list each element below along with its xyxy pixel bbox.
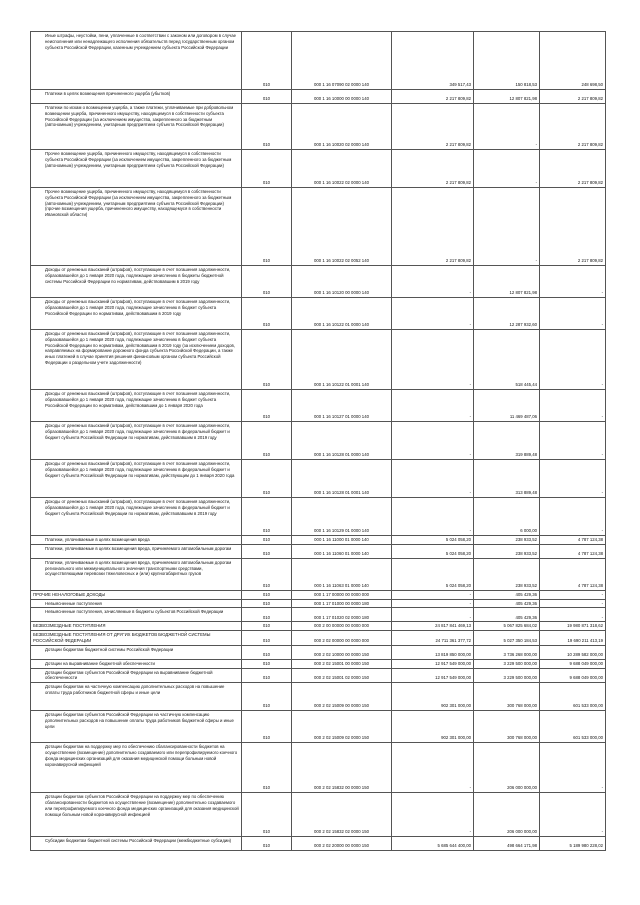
row-approved-value: - [392,330,474,390]
row-executed-value: 405 429,36 [474,599,540,608]
table-row [31,536,606,545]
table-row [31,390,606,422]
row-name: БЕЗВОЗМЕЗДНЫЕ ПОСТУПЛЕНИЯ [31,622,242,631]
row-unexecuted-value: 5 189 980 228,02 [540,837,606,851]
row-code: 010 [242,32,292,90]
row-name: Дотации бюджетам бюджетной системы Российской Федерации [31,645,242,659]
row-code: 010 [242,188,292,266]
row-unexecuted-value: - [540,298,606,330]
row-executed-value: 238 933,52 [474,558,540,590]
row-unexecuted-value: 2 217 809,82 [540,90,606,104]
row-executed-value: 313 889,48 [474,460,540,498]
table-row [31,743,606,793]
row-unexecuted-value: 4 787 124,38 [540,536,606,545]
row-code: 010 [242,793,292,837]
row-unexecuted-value: - [540,590,606,599]
row-kbk-code: 000 1 16 11060 01 0000 140 [292,544,392,558]
row-kbk-code: 000 1 16 07090 02 0000 140 [292,32,392,90]
table-row [31,266,606,298]
row-kbk-code: 000 1 16 10122 01 0000 140 [292,298,392,330]
table-row [31,422,606,460]
row-unexecuted-value: 10 289 582 000,00 [540,645,606,659]
row-executed-value: 12 807 821,98 [474,266,540,298]
row-name: Платежи, уплачиваемые в целях возмещения вреда, причиняемого автомобильным дорогам регионального или межмуниципального значения транспортными средствами, осуществляющими перевозки тяжеловесных и (или) крупногабаритных грузов [31,558,242,590]
row-code: 010 [242,330,292,390]
row-unexecuted-value: 601 533 000,00 [540,711,606,743]
row-name: Доходы от денежных взысканий (штрафов), поступающие в счет погашения задолженности, образовавшейся до 1 января 2020 года, подлежащие зачислению в федеральный бюджет и бюджет субъекта Российской Федерации по нормативам, действующим до 1 января 2020 года [31,460,242,498]
row-name: Дотации на выравнивание бюджетной обеспеченности [31,659,242,668]
row-executed-value: - [474,188,540,266]
row-name: ПРОЧИЕ НЕНАЛОГОВЫЕ ДОХОДЫ [31,590,242,599]
row-unexecuted-value: 19 690 211 413,19 [540,631,606,646]
table-row [31,460,606,498]
row-name: Доходы от денежных взысканий (штрафов), поступающие в счет погашения задолженности, образовавшейся до 1 января 2020 года, подлежащие зачислению в федеральный бюджет и бюджет субъекта Российской Федерации по нормативам, действовавшим в 2019 году [31,422,242,460]
row-kbk-code: 000 1 16 10129 01 0000 140 [292,498,392,536]
row-executed-value: 206 000 000,00 [474,793,540,837]
row-code: 010 [242,498,292,536]
row-kbk-code: 000 1 16 10127 01 0000 140 [292,390,392,422]
row-name: Субсидии бюджетам бюджетной системы Российской Федерации (межбюджетные субсидии) [31,837,242,851]
row-unexecuted-value: - [540,266,606,298]
row-approved-value: 12 917 549 000,00 [392,668,474,683]
row-unexecuted-value: 9 688 049 000,00 [540,668,606,683]
row-unexecuted-value: 4 787 124,38 [540,558,606,590]
table-row [31,599,606,608]
table-row [31,90,606,104]
row-name: Иные штрафы, неустойки, пени, уплаченные в соответствии с законом или договором в случае неисполнения или ненадлежащего исполнения обязательств перед государственным органом субъекта Российской Федерации, казенным учреждением субъекта Российской Федерации [31,32,242,90]
row-name: Невыясненные поступления [31,599,242,608]
row-kbk-code: 000 1 16 10128 01 0001 140 [292,460,392,498]
row-name: Платежи в целях возмещения причиненного ущерба (убытков) [31,90,242,104]
row-code: 010 [242,683,292,711]
row-executed-value: 5 027 350 184,53 [474,631,540,646]
row-kbk-code: 000 1 17 01000 00 0000 180 [292,599,392,608]
row-code: 010 [242,668,292,683]
row-approved-value: 902 301 000,00 [392,683,474,711]
row-approved-value: 24 711 361 377,72 [392,631,474,646]
row-unexecuted-value: - [540,498,606,536]
row-unexecuted-value: 9 688 049 000,00 [540,659,606,668]
row-unexecuted-value: - [540,390,606,422]
row-executed-value: - [474,104,540,150]
row-kbk-code: 000 1 17 01020 02 0000 180 [292,608,392,622]
row-kbk-code: 000 2 02 15001 02 0000 150 [292,668,392,683]
row-name: Невыясненные поступления, зачисляемые в бюджеты субъектов Российской Федерации [31,608,242,622]
row-code: 010 [242,104,292,150]
row-kbk-code: 000 1 16 11063 01 0000 140 [292,558,392,590]
row-executed-value: 498 664 171,98 [474,837,540,851]
row-kbk-code: 000 2 02 15832 00 0000 150 [292,743,392,793]
row-code: 010 [242,558,292,590]
row-unexecuted-value: - [540,599,606,608]
row-kbk-code: 000 1 16 10022 02 0000 140 [292,150,392,188]
row-code: 010 [242,659,292,668]
row-unexecuted-value: 19 980 871 318,62 [540,622,606,631]
row-executed-value: 150 818,53 [474,32,540,90]
row-code: 010 [242,422,292,460]
row-approved-value: - [392,298,474,330]
row-unexecuted-value: 4 787 124,38 [540,544,606,558]
row-name: Платежи, уплачиваемые в целях возмещения вреда [31,536,242,545]
row-code: 010 [242,544,292,558]
row-approved-value: 902 301 000,00 [392,711,474,743]
row-approved-value: - [392,599,474,608]
table-row [31,622,606,631]
row-approved-value: 349 517,43 [392,32,474,90]
row-name: Доходы от денежных взысканий (штрафов), поступающие в счет погашения задолженности, образовавшейся до 1 января 2020 года, подлежащие зачислению в бюджет субъекта Российской Федерации по нормативам, действовавшим до 1 января 2020 года [31,390,242,422]
row-approved-value: 2 217 809,82 [392,90,474,104]
row-approved-value: 5 685 644 400,00 [392,837,474,851]
row-executed-value: 3 736 268 000,00 [474,645,540,659]
row-executed-value: 405 429,36 [474,608,540,622]
row-code: 010 [242,390,292,422]
row-executed-value: 238 933,52 [474,536,540,545]
row-executed-value: 518 445,44 [474,330,540,390]
row-unexecuted-value: - [540,460,606,498]
row-approved-value: 2 217 809,82 [392,104,474,150]
row-kbk-code: 000 2 02 20000 00 0000 150 [292,837,392,851]
row-name: Дотации бюджетам на частичную компенсацию дополнительных расходов на повышение оплаты труда работников бюджетной сферы и иные цели [31,683,242,711]
row-unexecuted-value: - [540,743,606,793]
report-table [30,31,606,851]
row-approved-value: - [392,266,474,298]
row-kbk-code: 000 1 16 10022 02 0052 140 [292,188,392,266]
row-approved-value: 12 917 549 000,00 [392,659,474,668]
table-row [31,330,606,390]
table-row [31,298,606,330]
table-row [31,608,606,622]
row-unexecuted-value: - [540,422,606,460]
row-code: 010 [242,266,292,298]
row-kbk-code: 000 2 02 15009 02 0000 150 [292,711,392,743]
row-kbk-code: 000 1 16 10000 00 0000 140 [292,90,392,104]
row-executed-value: 3 229 500 000,00 [474,668,540,683]
table-row [31,558,606,590]
table-row [31,631,606,646]
row-kbk-code: 000 2 00 00000 00 0000 000 [292,622,392,631]
table-row [31,668,606,683]
row-kbk-code: 000 2 02 15001 00 0000 150 [292,659,392,668]
row-approved-value: - [392,498,474,536]
row-unexecuted-value: 601 533 000,00 [540,683,606,711]
row-kbk-code: 000 2 02 00000 00 0000 000 [292,631,392,646]
row-kbk-code: 000 1 16 10122 01 0001 140 [292,330,392,390]
row-kbk-code: 000 1 16 10128 01 0000 140 [292,422,392,460]
row-executed-value: 3 229 500 000,00 [474,659,540,668]
row-unexecuted-value: - [540,793,606,837]
row-unexecuted-value: 2 217 809,82 [540,104,606,150]
row-approved-value: 5 024 058,20 [392,544,474,558]
row-unexecuted-value: - [540,608,606,622]
row-unexecuted-value: - [540,330,606,390]
row-approved-value: - [392,743,474,793]
table-row [31,645,606,659]
table-row [31,188,606,266]
row-approved-value: - [392,608,474,622]
row-approved-value: - [392,460,474,498]
row-code: 010 [242,631,292,646]
table-row [31,32,606,90]
row-unexecuted-value: 248 698,50 [540,32,606,90]
row-approved-value: 13 819 850 000,00 [392,645,474,659]
row-executed-value: 405 429,36 [474,590,540,599]
row-name: БЕЗВОЗМЕЗДНЫЕ ПОСТУПЛЕНИЯ ОТ ДРУГИХ БЮДЖЕТОВ БЮДЖЕТНОЙ СИСТЕМЫ РОССИЙСКОЙ ФЕДЕРАЦИИ [31,631,242,646]
row-approved-value: - [392,422,474,460]
row-executed-value: 206 000 000,00 [474,743,540,793]
row-approved-value: 2 217 809,82 [392,150,474,188]
table-row [31,683,606,711]
table-row [31,104,606,150]
row-kbk-code: 000 1 16 11000 01 0000 140 [292,536,392,545]
row-executed-value: 12 807 821,98 [474,90,540,104]
row-executed-value: 319 889,48 [474,422,540,460]
row-name: Доходы от денежных взысканий (штрафов), поступающие в счет погашения задолженности, образовавшейся до 1 января 2020 года, подлежащие зачислению в федеральный бюджет и бюджет субъекта Российской Федерации по нормативам, действовавшим в 2019 году [31,498,242,536]
row-name: Прочее возмещение ущерба, причиненного имуществу, находящемуся в собственности субъекта Российской Федерации (за исключением имущества, закрепленного за бюджетным (автономным) учреждением, унитарным предприятием субъекта Российской Федерации) [31,150,242,188]
row-unexecuted-value: 2 217 809,82 [540,188,606,266]
row-approved-value: - [392,793,474,837]
row-name: Платежи по искам о возмещении ущерба, а также платежи, уплачиваемые при добровольном возмещении ущерба, причиненного имуществу, находящемуся в собственности субъекта Российской Федерации (за исключением имущества, закрепленного за бюджетным (автономным) учреждением, унитарным предприятием субъекта Российской Федерации) [31,104,242,150]
row-name: Дотации бюджетам на поддержку мер по обеспечению сбалансированности бюджетов на осуществление (возмещение) дополнительно создаваемого или перепрофилируемого коечного фонда медицинских организаций для оказания медицинской помощи больным новой коронавирусной инфекцией [31,743,242,793]
row-approved-value: - [392,390,474,422]
row-code: 010 [242,460,292,498]
row-executed-value: 12 287 932,60 [474,298,540,330]
row-code: 010 [242,645,292,659]
row-name: Дотации бюджетам субъектов Российской Федерации на частичную компенсацию дополнительных расходов на повышение оплаты труда работников бюджетной сферы и иные цели [31,711,242,743]
row-executed-value: - [474,150,540,188]
row-name: Доходы от денежных взысканий (штрафов), поступающие в счет погашения задолженности, образовавшейся до 1 января 2020 года, подлежащие зачислению в бюджет субъекта Российской Федерации по нормативам, действовавшим в 2019 году (за исключением доходов, направляемых на формирование дорожного фонда субъекта Российской Федерации, а также иных платежей в случае принятия решения финансовым органом субъекта Российской Федерации о раздельном учете задолженности) [31,330,242,390]
row-approved-value: - [392,590,474,599]
row-code: 010 [242,711,292,743]
row-approved-value: 5 024 058,20 [392,558,474,590]
row-executed-value: 11 469 487,06 [474,390,540,422]
table-row [31,544,606,558]
row-executed-value: 5 067 825 684,02 [474,622,540,631]
table-body [31,32,606,851]
row-name: Дотации бюджетам субъектов Российской Федерации на выравнивание бюджетной обеспеченности [31,668,242,683]
row-kbk-code: 000 1 16 10020 02 0000 140 [292,104,392,150]
row-code: 010 [242,608,292,622]
row-code: 010 [242,599,292,608]
row-code: 010 [242,90,292,104]
row-code: 010 [242,837,292,851]
row-kbk-code: 000 2 02 10000 00 0000 150 [292,645,392,659]
row-name: Платежи, уплачиваемые в целях возмещения вреда, причиняемого автомобильным дорогам [31,544,242,558]
row-code: 010 [242,150,292,188]
row-code: 010 [242,298,292,330]
row-kbk-code: 000 2 02 15009 00 0000 150 [292,683,392,711]
table-row [31,150,606,188]
row-executed-value: 300 768 000,00 [474,711,540,743]
row-kbk-code: 000 1 17 00000 00 0000 000 [292,590,392,599]
table-row [31,659,606,668]
row-name: Доходы от денежных взысканий (штрафов), поступающие в счет погашения задолженности, образовавшейся до 1 января 2020 года, подлежащие зачислению в бюджеты бюджетной системы Российской Федерации по нормативам, действовавшим в 2019 году [31,266,242,298]
table-row [31,590,606,599]
row-code: 010 [242,536,292,545]
row-unexecuted-value: 2 217 809,82 [540,150,606,188]
row-kbk-code: 000 2 02 15832 02 0000 150 [292,793,392,837]
row-approved-value: 2 217 809,82 [392,188,474,266]
table-row [31,837,606,851]
row-kbk-code: 000 1 16 10120 00 0000 140 [292,266,392,298]
row-executed-value: 300 768 000,00 [474,683,540,711]
row-code: 010 [242,622,292,631]
row-name: Доходы от денежных взысканий (штрафов), поступающие в счет погашения задолженности, образовавшейся до 1 января 2020 года, подлежащие зачислению в бюджет субъекта Российской Федерации по нормативам, действовавшим в 2019 году [31,298,242,330]
table-row [31,793,606,837]
row-name: Прочее возмещение ущерба, причиненного имуществу, находящемуся в собственности субъекта Российской Федерации (за исключением имущества, закрепленного за бюджетным (автономным) учреждением, унитарным предприятием субъекта Российской Федерации) (прочие возмещения ущерба, причиненного имуществу, находящемуся в собственности Ивановской области) [31,188,242,266]
row-executed-value: 6 000,00 [474,498,540,536]
row-approved-value: 5 024 058,20 [392,536,474,545]
row-executed-value: 238 933,52 [474,544,540,558]
row-code: 010 [242,590,292,599]
table-row [31,711,606,743]
table-row [31,498,606,536]
row-name: Дотации бюджетам субъектов Российской Федерации на поддержку мер по обеспечению сбалансированности бюджетов на осуществление (возмещение) дополнительно создаваемого или перепрофилируемого коечного фонда медицинских организаций для оказания медицинской помощи больным новой коронавирусной инфекцией [31,793,242,837]
row-approved-value: 24 817 841 469,13 [392,622,474,631]
row-code: 010 [242,743,292,793]
